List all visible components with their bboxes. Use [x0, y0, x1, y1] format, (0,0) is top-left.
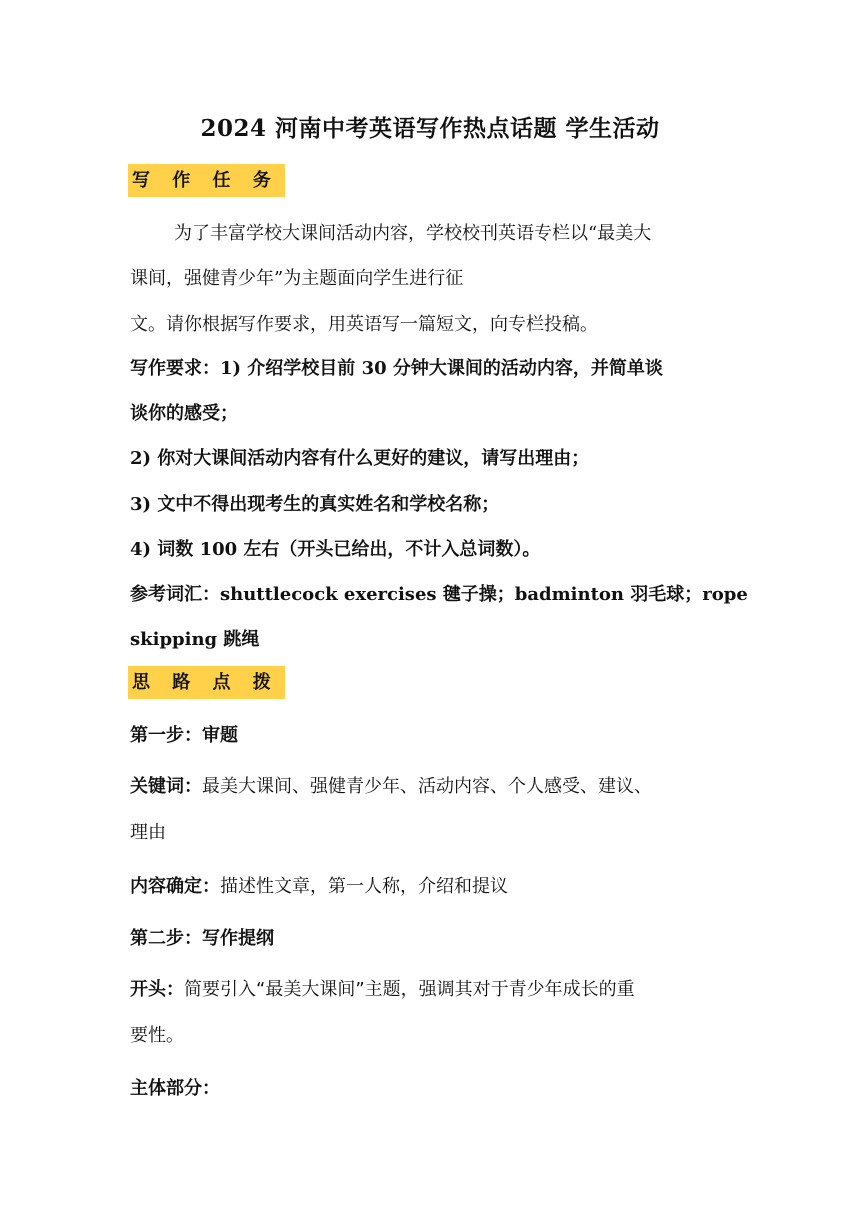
task-intro-line-3: 文。请你根据写作要求，用英语写一篇短文，向专栏投稿。: [130, 314, 598, 335]
page-title: 2024 河南中考英语写作热点话题 学生活动: [200, 115, 660, 142]
keywords-text: 最美大课间、强健青少年、活动内容、个人感受、建议、: [202, 776, 652, 797]
section-label-writing-task: 写 作 任 务: [128, 164, 285, 197]
requirements-line-1: 写作要求：1) 介绍学校目前 30 分钟大课间的活动内容，并简单谈: [130, 358, 663, 379]
requirements-line-3: 2) 你对大课间活动内容有什么更好的建议，请写出理由；: [130, 448, 590, 469]
opening-line: [130, 975, 635, 1001]
task-intro-line-2: 课间，强健青少年”为主题面向学生进行征: [130, 268, 464, 289]
content-label: 内容确定：: [130, 876, 220, 897]
keywords-line: [130, 772, 652, 798]
task-intro-line-1: 为了丰富学校大课间活动内容，学校校刊英语专栏以“最美大: [174, 223, 652, 244]
opening-line-2: 要性。: [130, 1025, 184, 1046]
requirements-line-4: 3) 文中不得出现考生的真实姓名和学校名称；: [130, 494, 500, 515]
requirements-line-5: 4) 词数 100 左右（开头已给出，不计入总词数）。: [130, 539, 541, 560]
content-text: 描述性文章，第一人称，介绍和提议: [220, 876, 508, 897]
opening-label: 开头：: [130, 979, 184, 1000]
step-2-heading: 第二步：写作提纲: [130, 928, 274, 949]
content-line: [130, 872, 508, 898]
keywords-label: 关键词：: [130, 776, 202, 797]
step-1-heading: 第一步：审题: [130, 725, 238, 746]
keywords-line-2: 理由: [130, 822, 166, 843]
requirements-line-2: 谈你的感受；: [130, 403, 238, 424]
section-label-guide: 思 路 点 拨: [128, 666, 285, 699]
vocab-line-1: 参考词汇：shuttlecock exercises 毽子操；badminton 羽毛球；rope: [130, 584, 748, 605]
vocab-line-2: skipping 跳绳: [130, 629, 260, 650]
body-label: 主体部分：: [130, 1078, 220, 1099]
opening-text: 简要引入“最美大课间”主题，强调其对于青少年成长的重: [184, 979, 635, 1000]
